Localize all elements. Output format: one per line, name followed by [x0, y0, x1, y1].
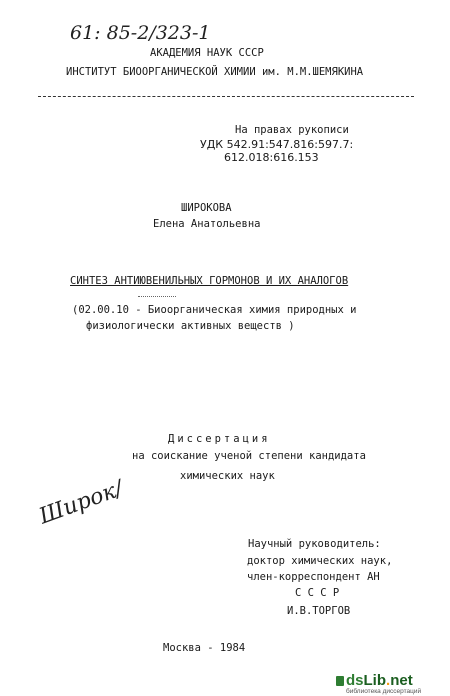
academy-name: АКАДЕМИЯ НАУК СССР — [150, 47, 264, 59]
degree-line-2: химических наук — [180, 470, 275, 482]
supervisor-membership: член-корреспондент АН — [247, 571, 380, 583]
header-divider — [38, 96, 414, 97]
supervisor-name: И.В.ТОРГОВ — [287, 605, 351, 617]
manuscript-rights-label: На правах рукописи — [235, 124, 349, 136]
dissertation-heading: Диссертация — [168, 433, 271, 445]
watermark-logo: dsLib.net — [346, 672, 413, 689]
author-surname: ШИРОКОВА — [181, 202, 232, 214]
watermark-subtitle: библиотека диссертаций — [346, 688, 422, 695]
udk-code-line-1: УДК 542.91:547.816:597.7: — [200, 138, 354, 151]
degree-line-1: на соискание ученой степени кандидата — [132, 450, 366, 462]
specialty-line-1: (02.00.10 - Биоорганическая химия природных и — [72, 304, 357, 316]
udk-code-line-2: 612.018:616.153 — [224, 151, 319, 164]
book-icon — [336, 676, 344, 686]
dslib-watermark[interactable] — [346, 674, 446, 694]
supervisor-degree: доктор химических наук, — [247, 555, 393, 567]
supervisor-heading: Научный руководитель: — [248, 538, 381, 550]
city-and-year: Москва - 1984 — [163, 642, 246, 654]
supervisor-academy: С С С Р — [295, 587, 340, 599]
dissertation-title: СИНТЕЗ АНТИЮВЕНИЛЬНЫХ ГОРМОНОВ И ИХ АНАЛОГОВ — [70, 275, 349, 287]
handwritten-signature: Широк/ — [36, 476, 127, 530]
author-given-names: Елена Анатольевна — [153, 218, 261, 230]
handwritten-archive-code: 61: 85-2/323-1 — [70, 22, 211, 44]
institute-name: ИНСТИТУТ БИООРГАНИЧЕСКОЙ ХИМИИ им. М.М.ШЕМЯКИНА — [66, 66, 364, 78]
dotted-mark — [138, 296, 176, 297]
specialty-line-2: физиологически активных веществ ) — [86, 320, 295, 332]
